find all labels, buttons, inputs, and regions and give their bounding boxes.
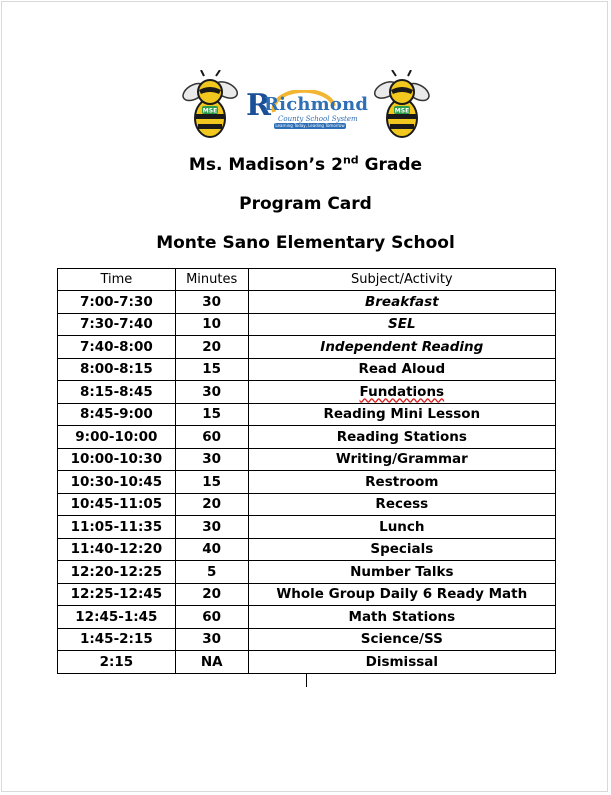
cell-time: 2:15: [58, 651, 176, 674]
cell-activity: Whole Group Daily 6 Ready Math: [248, 583, 555, 606]
table-row: [58, 313, 556, 336]
table-row: [58, 336, 556, 359]
cell-time: 10:45-11:05: [58, 493, 176, 516]
schedule-table: [57, 268, 556, 674]
district-logo: [244, 88, 369, 130]
table-row: [58, 583, 556, 606]
cell-minutes: 20: [175, 583, 248, 606]
page-subtitle: Program Card: [239, 194, 372, 214]
cell-activity: Writing/Grammar: [248, 448, 555, 471]
cell-activity: [248, 381, 555, 404]
cell-activity: Number Talks: [248, 561, 555, 584]
cell-time: 7:40-8:00: [58, 336, 176, 359]
cell-time: 12:20-12:25: [58, 561, 176, 584]
table-row: [58, 606, 556, 629]
cell-activity: Math Stations: [248, 606, 555, 629]
cell-minutes: 30: [175, 516, 248, 539]
cell-activity: Restroom: [248, 471, 555, 494]
cell-time: 9:00-10:00: [58, 426, 176, 449]
cell-time: 7:00-7:30: [58, 291, 176, 314]
cell-minutes: 5: [175, 561, 248, 584]
spellcheck-word: Fundations: [359, 383, 445, 400]
text-cursor[interactable]: [306, 674, 307, 687]
cell-time: 11:40-12:20: [58, 538, 176, 561]
cell-minutes: 20: [175, 493, 248, 516]
cell-activity: Specials: [248, 538, 555, 561]
cell-time: 1:45-2:15: [58, 628, 176, 651]
table-row: [58, 358, 556, 381]
bee-badge-left: MSE: [202, 107, 218, 115]
cell-minutes: 30: [175, 381, 248, 404]
table-row: [58, 426, 556, 449]
logo-subtext: County School System: [278, 115, 358, 123]
header-activity: Subject/Activity: [248, 269, 555, 291]
cell-activity: Breakfast: [248, 291, 555, 314]
logo-text: Richmond: [264, 94, 369, 115]
table-row: [58, 628, 556, 651]
cell-minutes: 15: [175, 471, 248, 494]
cell-time: 12:45-1:45: [58, 606, 176, 629]
title-superscript: nd: [342, 153, 359, 167]
cell-time: 10:00-10:30: [58, 448, 176, 471]
title-suffix: Grade: [358, 155, 423, 175]
cell-activity: SEL: [248, 313, 555, 336]
cell-activity: Science/SS: [248, 628, 555, 651]
table-row: [58, 381, 556, 404]
cell-activity: Independent Reading: [248, 336, 555, 359]
table-row: [58, 493, 556, 516]
cell-time: 8:15-8:45: [58, 381, 176, 404]
table-row: [58, 291, 556, 314]
cell-time: 7:30-7:40: [58, 313, 176, 336]
cell-minutes: 15: [175, 403, 248, 426]
logo-r-letter: R: [246, 88, 271, 123]
cell-minutes: 20: [175, 336, 248, 359]
table-body: [58, 291, 556, 674]
cell-time: 10:30-10:45: [58, 471, 176, 494]
cell-activity: Reading Mini Lesson: [248, 403, 555, 426]
bee-mascot-right-icon: [366, 70, 438, 142]
header-logos: [0, 70, 611, 142]
cell-minutes: 30: [175, 448, 248, 471]
cell-minutes: 30: [175, 628, 248, 651]
title-prefix: Ms. Madison’s 2: [188, 155, 343, 175]
cell-minutes: 60: [175, 606, 248, 629]
table-row: [58, 651, 556, 674]
table-row: [58, 516, 556, 539]
table-header-row: [58, 269, 556, 291]
cell-activity: Dismissal: [248, 651, 555, 674]
bee-badge-right: MSE: [394, 107, 410, 115]
header-time: Time: [58, 269, 176, 291]
table-row: [58, 471, 556, 494]
logo-tagline: Learning Today, Leading Tomorrow: [275, 123, 345, 128]
cell-time: 12:25-12:45: [58, 583, 176, 606]
cell-activity: Reading Stations: [248, 426, 555, 449]
table-row: [58, 403, 556, 426]
school-name: Monte Sano Elementary School: [156, 233, 455, 253]
page-title: [0, 155, 611, 175]
table-row: [58, 448, 556, 471]
bee-mascot-left-icon: [174, 70, 246, 142]
cell-activity: Read Aloud: [248, 358, 555, 381]
cell-time: 8:00-8:15: [58, 358, 176, 381]
header-minutes: Minutes: [175, 269, 248, 291]
cell-time: 8:45-9:00: [58, 403, 176, 426]
cell-minutes: 60: [175, 426, 248, 449]
cell-time: 11:05-11:35: [58, 516, 176, 539]
cell-minutes: 10: [175, 313, 248, 336]
cell-activity: Lunch: [248, 516, 555, 539]
cell-activity: Recess: [248, 493, 555, 516]
cell-minutes: NA: [175, 651, 248, 674]
cell-minutes: 40: [175, 538, 248, 561]
table-row: [58, 538, 556, 561]
cell-minutes: 30: [175, 291, 248, 314]
cell-minutes: 15: [175, 358, 248, 381]
table-row: [58, 561, 556, 584]
